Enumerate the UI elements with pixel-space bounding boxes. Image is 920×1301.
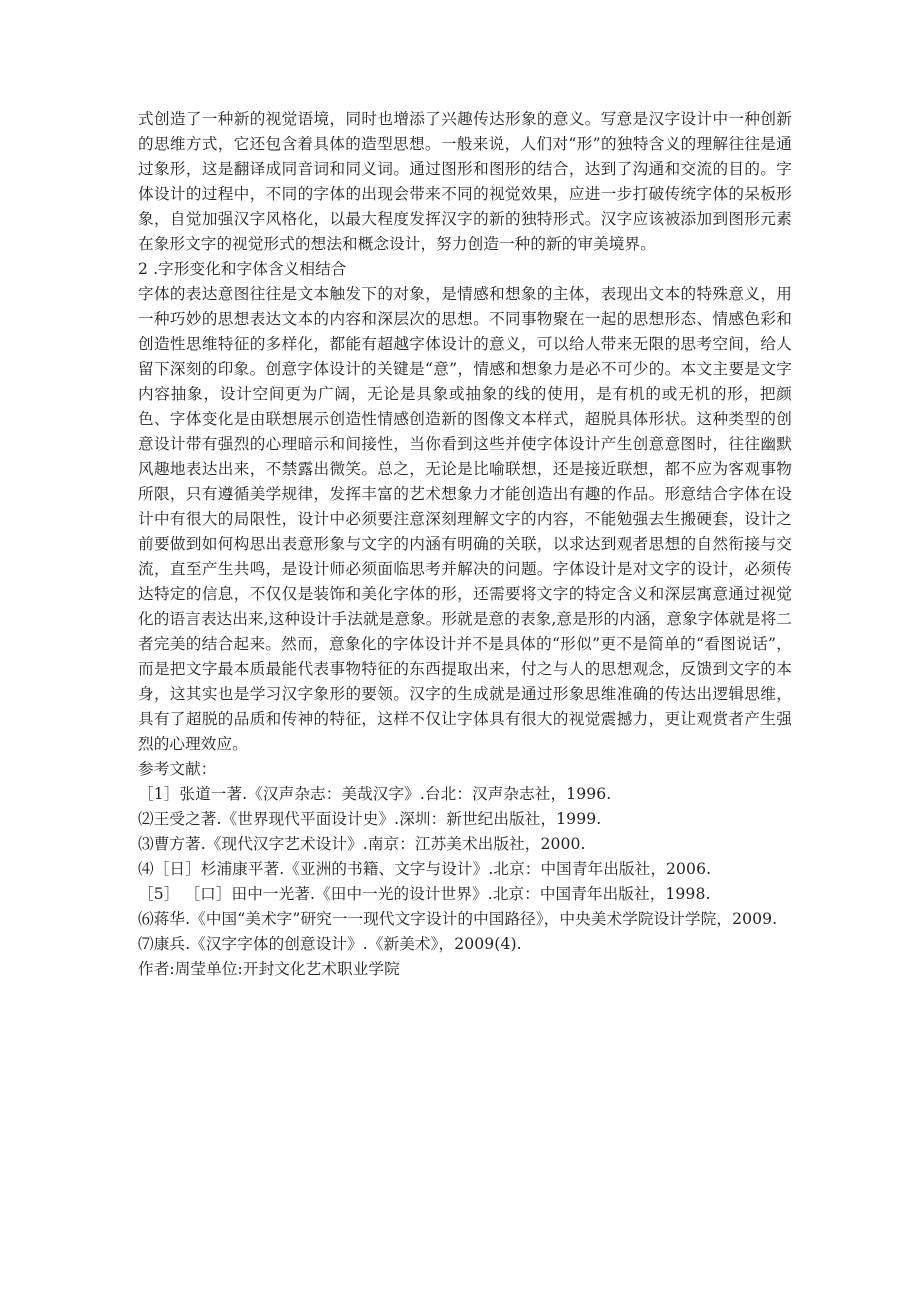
reference-item-2: ⑵王受之著.《世界现代平面设计史》.深圳：新世纪出版社，1999. [138,810,602,828]
reference-item-1: ［1］张道一著.《汉声杂志：美哉汉字》.台北：汉声杂志社，1996. [138,785,612,803]
references-title: 参考文献： [138,760,217,778]
document-page [138,107,792,982]
reference-list [138,782,792,957]
reference-item-4: ⑷［日］杉浦康平著.《亚洲的书籍、文字与设计》.北京：中国青年出版社，2006. [138,860,712,878]
reference-item-7: ⑺康兵.《汉字字体的创意设计》.《新美术》，2009(4). [138,935,522,953]
section-heading-2: 2 .字形变化和字体含义相结合 [138,260,347,278]
reference-item-6: ⑹蒋华.《中国“美术字”研究一一现代文字设计的中国路径》，中央美术学院设计学院，2009. [138,910,778,928]
body-paragraph-2: 字体的表达意图往往是文本触发下的对象，是情感和想象的主体，表现出文本的特殊意义，用一种巧妙的思想表达文本的内容和深层次的思想。不同事物聚在一起的思想形态、情感色彩和创造性思维特征的多样化，都能有超越字体设计的意义，可以给人带来无限的思考空间，给人留下深刻的印象。创意字体设计的关键是“意”，情感和想象力是必不可少的。本文主要是文字内容抽象，设计空间更为广阔，无论是具象或抽象的线的使用，是有机的或无机的形，把颜色、字体变化是由联想展示创造性情感创造新的图像文本样式，超脱具体形状。这种类型的创意设计带有强烈的心理暗示和间接性，当你看到这些并使字体设计产生创意意图时，往往幽默风趣地表达出来，不禁露出微笑。总之，无论是比喻联想，还是接近联想，都不应为客观事物所限，只有遵循美学规律，发挥丰富的艺术想象力才能创造出有趣的作品。形意结合字体在设计中有很大的局限性，设计中必须要注意深刻理解文字的内容，不能勉强去生搬硬套，设计之前要做到如何构思出表意形象与文字的内涵有明确的关联，以求达到观者思想的自然衔接与交流，直至产生共鸣，是设计师必须面临思考并解决的问题。字体设计是对文字的设计，必须传达特定的信息，不仅仅是装饰和美化字体的形，还需要将文字的特定含义和深层寓意通过视觉化的语言表达出来,这种设计手法就是意象。形就是意的表象,意是形的内涵，意象字体就是将二者完美的结合起来。然而，意象化的字体设计并不是具体的“形似”更不是简单的“看图说话”，而是把文字最本质最能代表事物特征的东西提取出来，付之与人的思想观念，反馈到文字的本身，这其实也是学习汉字象形的要领。汉字的生成就是通过形象思维准确的传达出逻辑思维，具有了超脱的品质和传神的特征，这样不仅让字体具有很大的视觉震撼力，更让观赏者产生强烈的心理效应。 [138,285,792,753]
author-affiliation: 作者:周莹单位:开封文化艺术职业学院 [138,960,400,978]
body-paragraph-1: 式创造了一种新的视觉语境，同时也增添了兴趣传达形象的意义。写意是汉字设计中一种创新的思维方式，它还包含着具体的造型思想。一般来说，人们对“形”的独特含义的理解往往是通过象形，这是翻译成同音词和同义词。通过图形和图形的结合，达到了沟通和交流的目的。字体设计的过程中，不同的字体的出现会带来不同的视觉效果，应进一步打破传统字体的呆板形象，自觉加强汉字风格化，以最大程度发挥汉字的新的独特形式。汉字应该被添加到图形元素在象形文字的视觉形式的想法和概念设计，努力创造一种的新的审美境界。 [138,110,792,253]
reference-item-5: ［5］ ［口］田中一光著.《田中一光的设计世界》.北京：中国青年出版社，1998. [138,885,711,903]
reference-item-3: ⑶曹方著.《现代汉字艺术设计》.南京：江苏美术出版社，2000. [138,835,586,853]
